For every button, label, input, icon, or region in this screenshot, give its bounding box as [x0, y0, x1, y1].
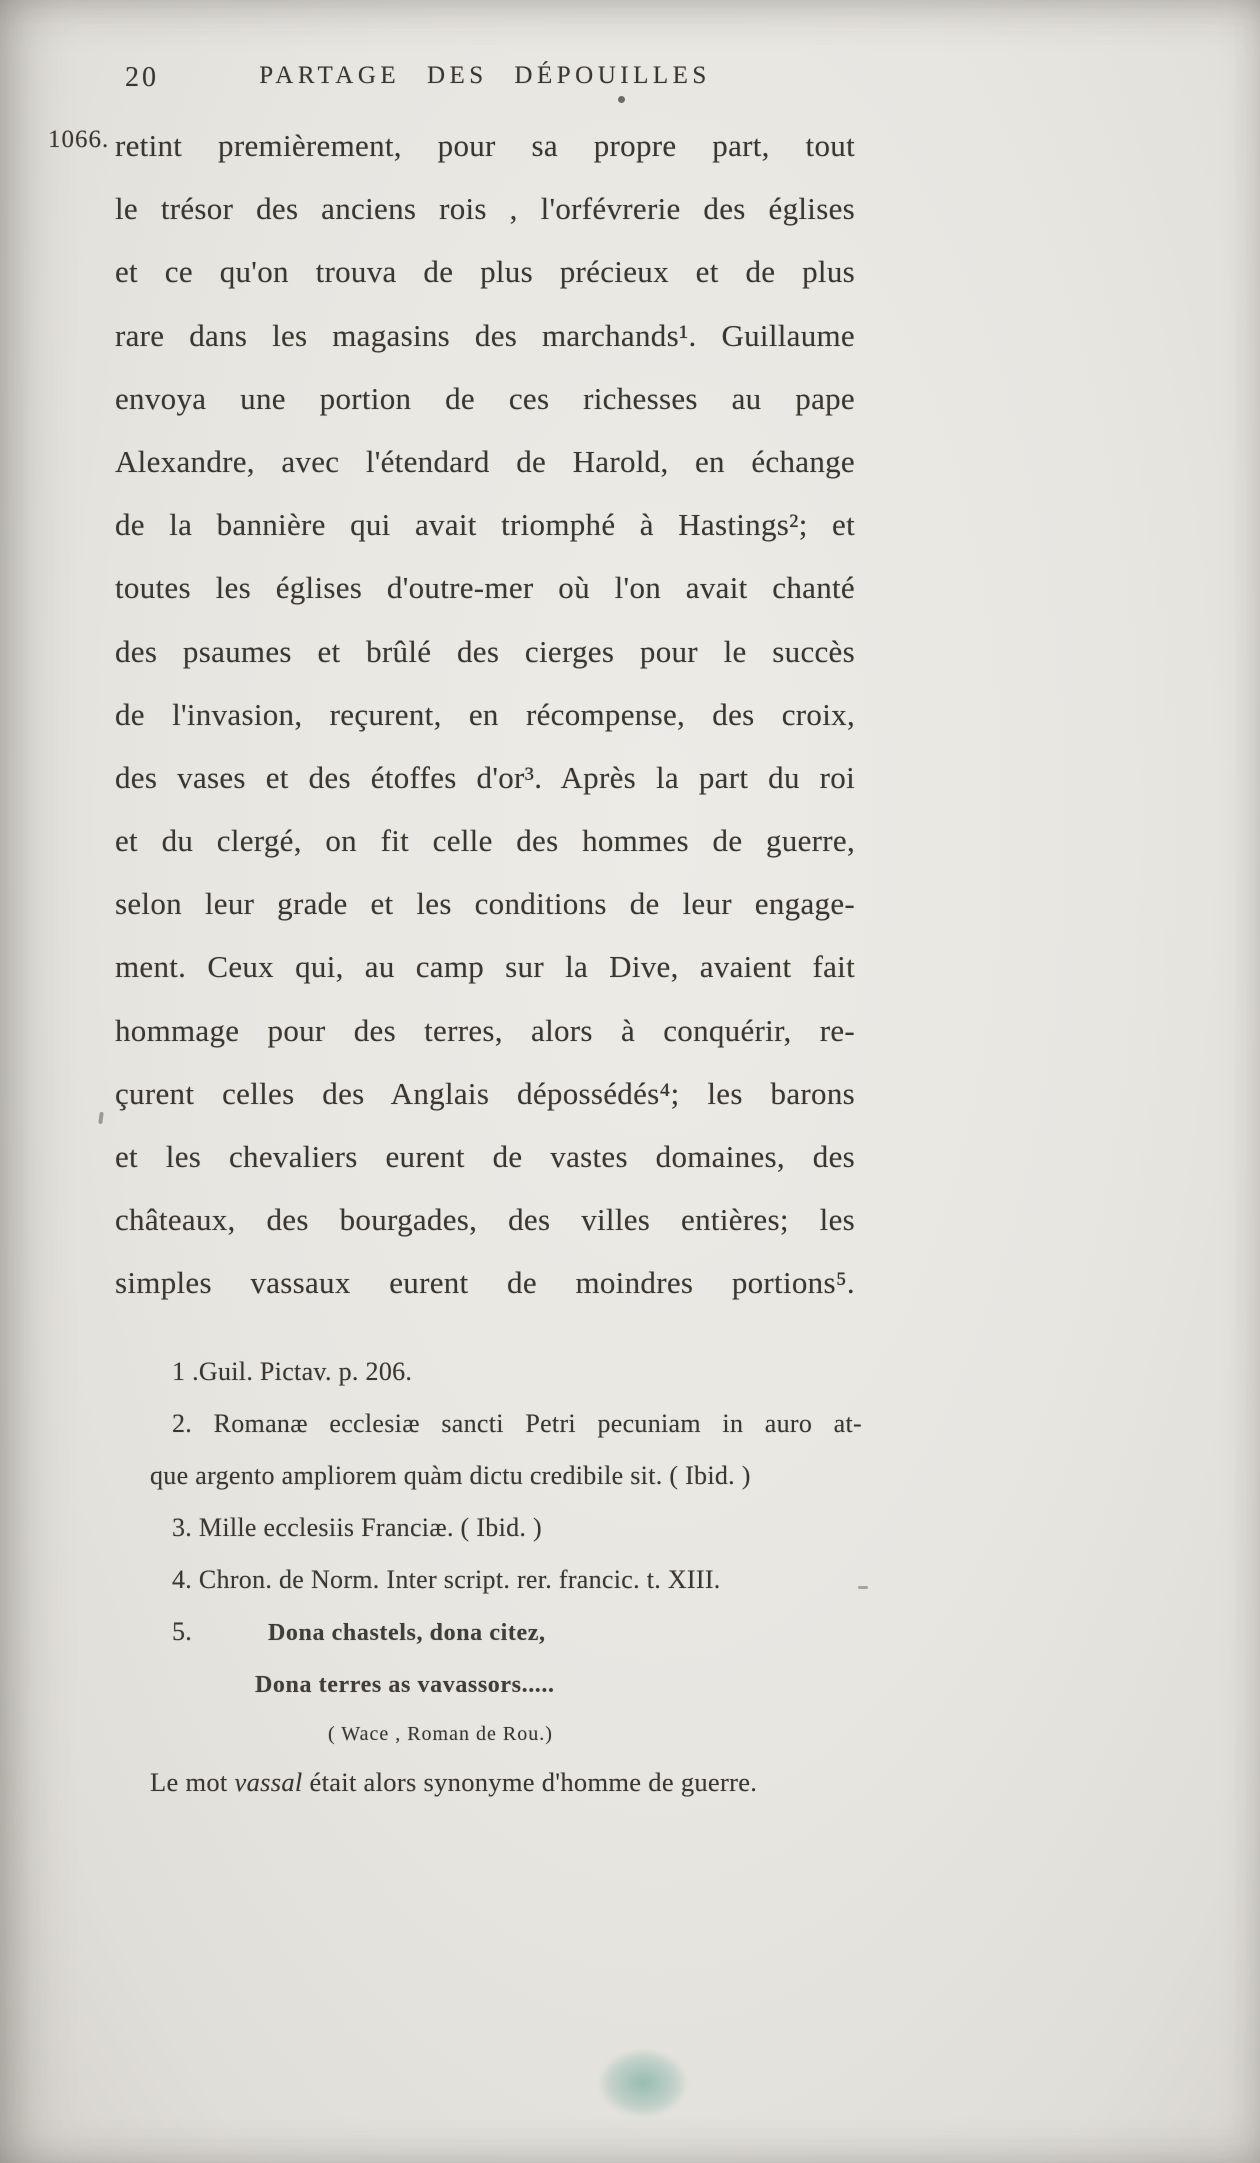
footnote-5-note-post: était alors synonyme d'homme de guerre. [302, 1767, 758, 1797]
footnote-2-line1: 2. Romanæ ecclesiæ sancti Petri pecuniam in auro at- [172, 1409, 862, 1438]
body-line: selon leur grade et les conditions de leur engage- [115, 886, 855, 922]
body-line: et les chevaliers eurent de vastes domaines, des [115, 1139, 855, 1174]
body-line: de la bannière qui avait triomphé à Hastings²; et [115, 507, 855, 543]
body-line: retint premièrement, pour sa propre part, tout [115, 128, 855, 163]
body-line: envoya une portion de ces richesses au pape [115, 380, 855, 416]
footnotes [150, 1346, 862, 1807]
running-title: PARTAGE DES DÉPOUILLES [259, 62, 711, 89]
footnote-1: 1 .Guil. Pictav. p. 206. [172, 1357, 413, 1386]
margin-year: 1066. [48, 126, 110, 153]
footnote-5-note [150, 1757, 862, 1807]
footnote-5-verse1-row [150, 1606, 862, 1659]
paper-stain [600, 2050, 686, 2116]
body-line: de l'invasion, reçurent, en récompense, des croix, [115, 696, 855, 732]
footnote-5-verse1: Dona chastels, dona citez, [268, 1620, 546, 1646]
body-line: çurent celles des Anglais dépossédés⁴; les barons [115, 1075, 855, 1111]
body-line: ment. Ceux qui, au camp sur la Dive, avaient fait [115, 949, 855, 985]
body-line: des psaumes et brûlé des cierges pour le succès [115, 633, 855, 669]
main-paragraph [115, 114, 855, 1315]
footnote-5-note-term: vassal [234, 1767, 303, 1797]
page-number: 20 [125, 62, 159, 93]
footnote-3: 3. Mille ecclesiis Franciæ. ( Ibid. ) [172, 1513, 542, 1542]
body-line: Alexandre, avec l'étendard de Harold, en échange [115, 443, 855, 479]
footnote-2-line2: que argento ampliorem quàm dictu credibile sit. ( Ibid. ) [150, 1461, 751, 1490]
body-line: et du clergé, on fit celle des hommes de guerre, [115, 823, 855, 859]
body-line: des vases et des étoffes d'or³. Après la part du roi [115, 759, 855, 795]
body-line: et ce qu'on trouva de plus précieux et de plus [115, 254, 855, 290]
footnote-5-verse2: Dona terres as vavassors..... [255, 1672, 555, 1698]
footnote-5-number: 5. [172, 1617, 193, 1646]
footnote-5-source: ( Wace , Roman de Rou.) [328, 1723, 553, 1745]
ink-speck-icon [98, 1112, 104, 1124]
page-header [115, 58, 855, 98]
body-line: toutes les églises d'outre-mer où l'on avait chanté [115, 570, 855, 606]
body-line: rare dans les magasins des marchands¹. Guillaume [115, 317, 855, 353]
body-line: le trésor des anciens rois , l'orfévrerie des églises [115, 191, 855, 227]
ink-speck-icon [618, 96, 625, 103]
body-line: châteaux, des bourgades, des villes entières; les [115, 1202, 855, 1238]
footnote-5-note-pre: Le mot [150, 1767, 235, 1797]
footnote-4: 4. Chron. de Norm. Inter script. rer. francic. t. XIII. [172, 1565, 721, 1594]
ink-speck-icon [858, 1586, 868, 1589]
body-line: hommage pour des terres, alors à conquérir, re- [115, 1012, 855, 1048]
body-line: simples vassaux eurent de moindres portions⁵. [115, 1265, 855, 1301]
